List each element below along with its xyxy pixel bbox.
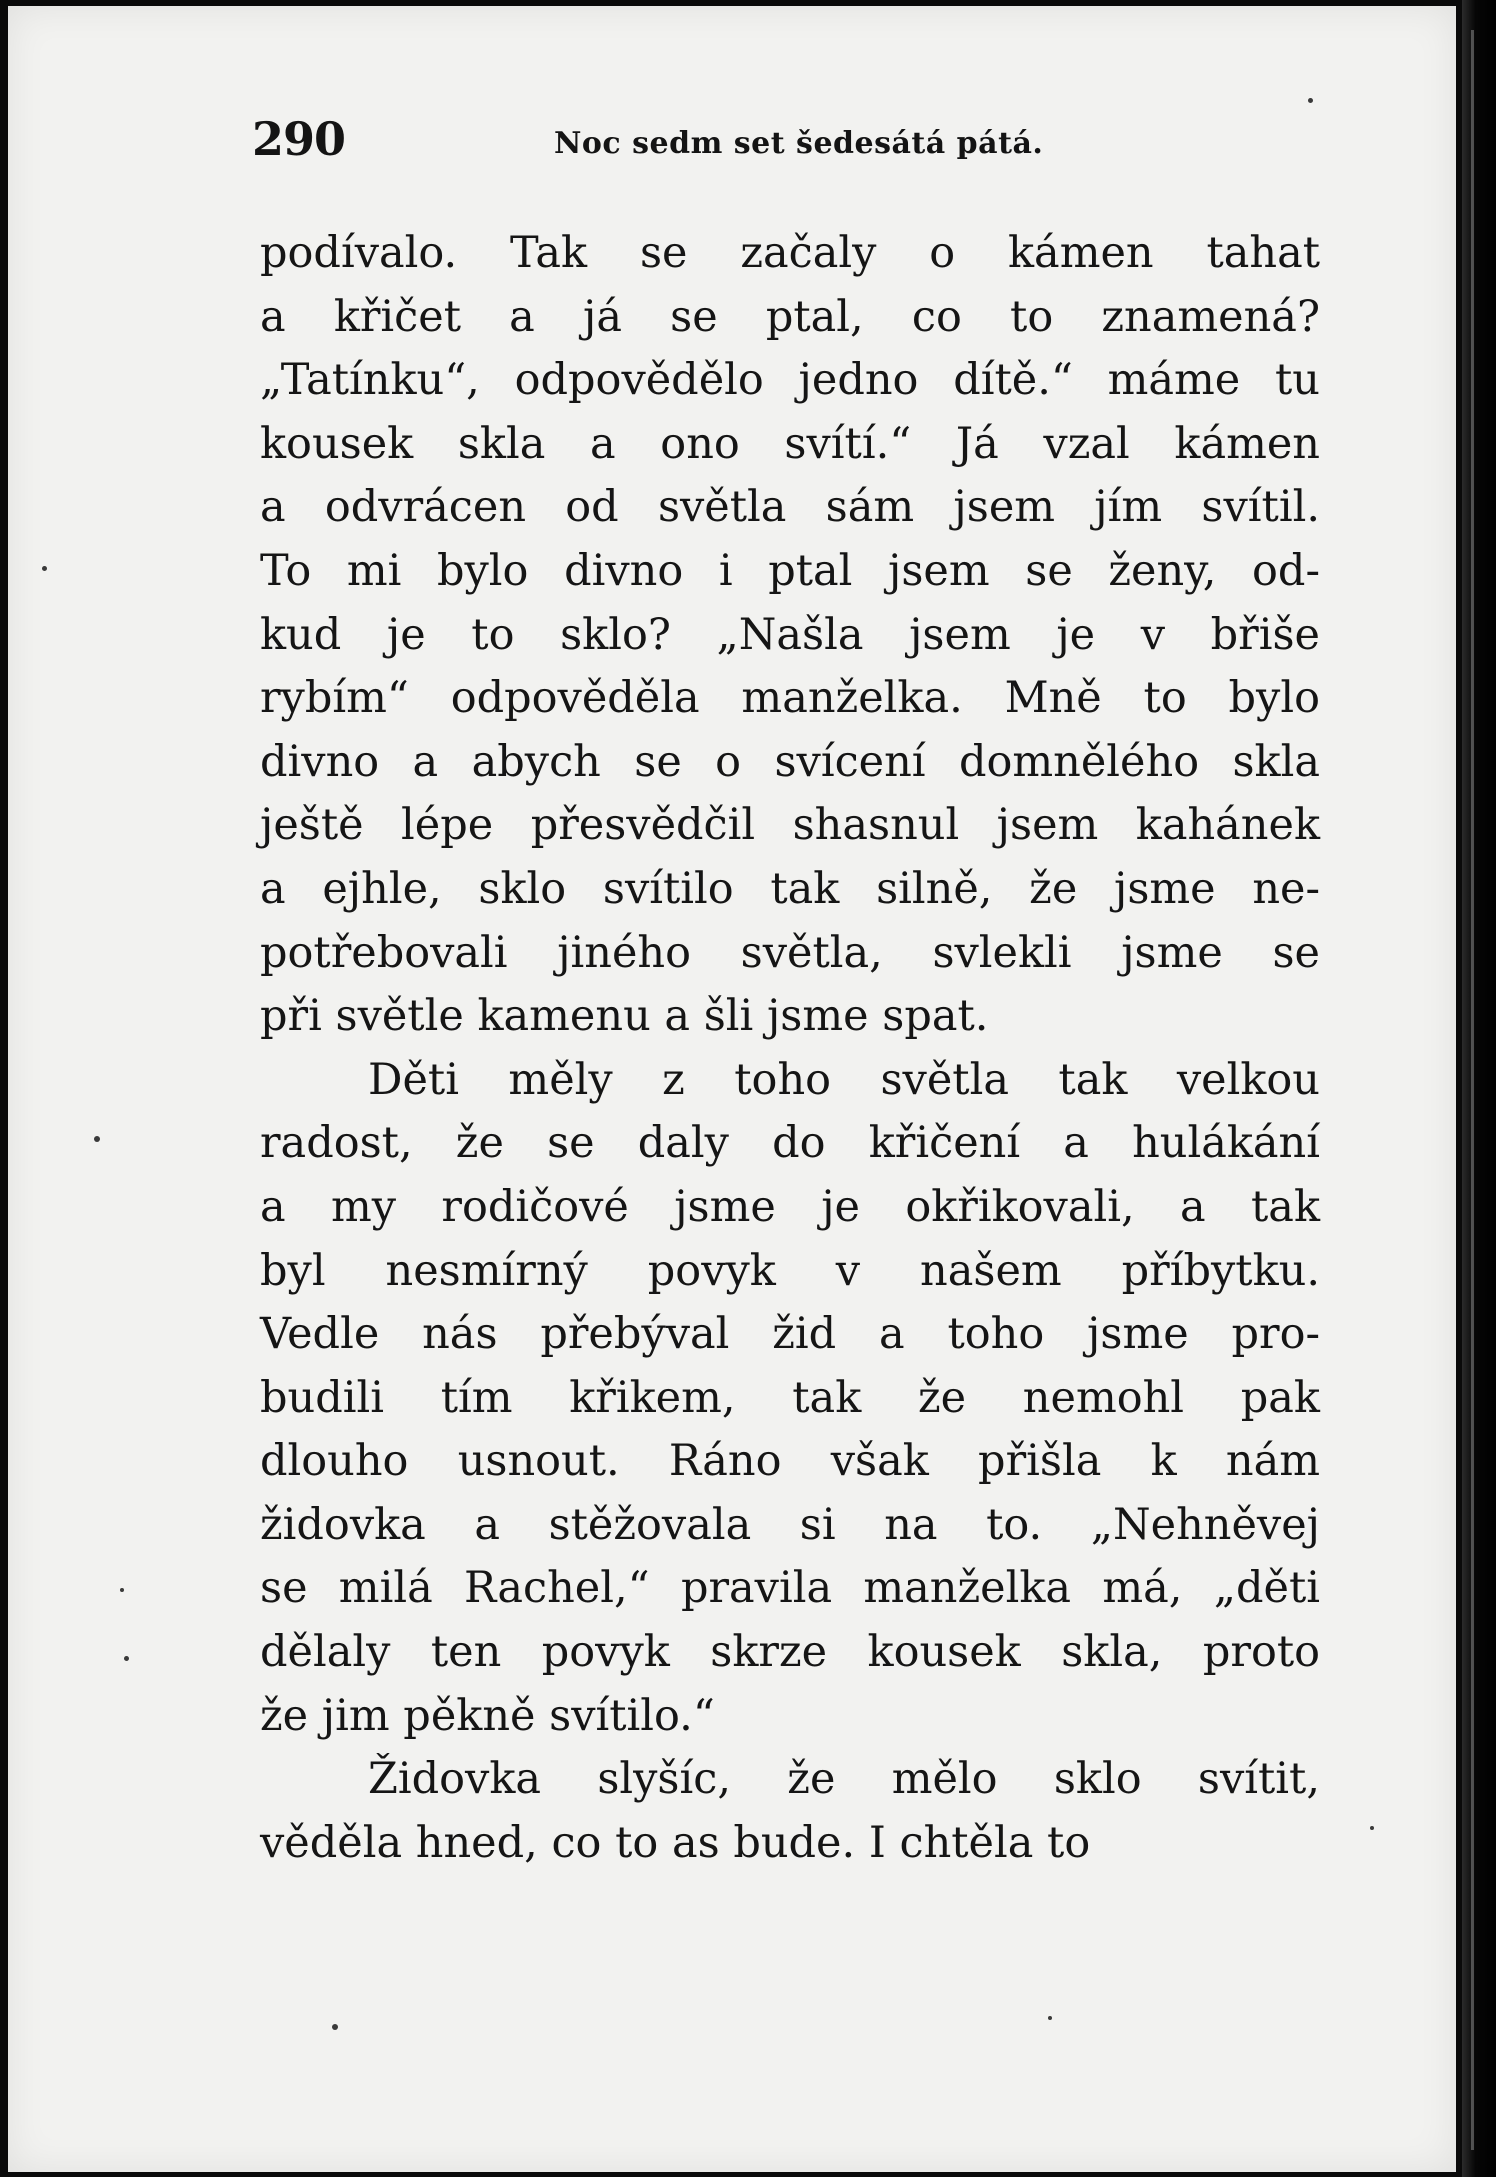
text-line: věděla hned, co to as bude. I chtěla to	[260, 1817, 1091, 1868]
text-line: že jim pěkně svítilo.“	[260, 1690, 715, 1741]
body-text	[260, 222, 1320, 1875]
text-line: radost, že se daly do křičení a hulákání	[260, 1118, 1320, 1169]
text-line: židovka a stěžovala si na to. „Nehněvej	[260, 1499, 1320, 1550]
text-line: „Tatínku“, odpovědělo jedno dítě.“ máme tu	[260, 355, 1320, 406]
scan-speck	[124, 1656, 129, 1661]
text-line: podívalo. Tak se začaly o kámen tahat	[260, 228, 1320, 278]
text-line: Vedle nás přebýval žid a toho jsme pro-	[260, 1309, 1320, 1360]
scan-speck	[1048, 2016, 1052, 2020]
text-line: a odvrácen od světla sám jsem jím svítil.	[260, 482, 1320, 533]
text-line: a my rodičové jsme je okřikovali, a tak	[260, 1181, 1320, 1232]
scan-speck	[1370, 1826, 1374, 1830]
text-line: kousek skla a ono svítí.“ Já vzal kámen	[260, 418, 1320, 469]
paragraph-start-line: Děti měly z toho světla tak velkou	[368, 1054, 1320, 1105]
scan-speck	[120, 1588, 124, 1592]
text-line: byl nesmírný povyk v našem příbytku.	[260, 1245, 1320, 1296]
text-line: potřebovali jiného světla, svlekli jsme se	[260, 927, 1320, 978]
text-line: kud je to sklo? „Našla jsem je v břiše	[260, 609, 1320, 660]
spine-highlight	[1471, 30, 1474, 2150]
text-line: při světle kamenu a šli jsme spat.	[260, 991, 989, 1042]
scan-speck	[42, 566, 47, 571]
text-line: rybím“ odpověděla manželka. Mně to bylo	[260, 673, 1320, 724]
scan-speck	[94, 1136, 100, 1142]
text-line: budili tím křikem, tak že nemohl pak	[260, 1372, 1320, 1423]
scan-speck	[1308, 98, 1313, 103]
text-line: dlouho usnout. Ráno však přišla k nám	[260, 1436, 1320, 1487]
text-line: divno a abych se o svícení domnělého skla	[260, 736, 1320, 787]
text-line: ještě lépe přesvědčil shasnul jsem kahánek	[260, 800, 1320, 851]
page-number: 290	[252, 112, 346, 166]
text-line: dělaly ten povyk skrze kousek skla, proto	[260, 1627, 1320, 1678]
text-line: To mi bylo divno i ptal jsem se ženy, od-	[260, 545, 1320, 596]
scan-speck	[332, 2024, 338, 2030]
text-line: se milá Rachel,“ pravila manželka má, „děti	[260, 1563, 1320, 1614]
running-title: Noc sedm set šedesátá pátá.	[554, 126, 1044, 161]
paragraph-start-line: Židovka slyšíc, že mělo sklo svítit,	[368, 1754, 1320, 1805]
running-header	[252, 112, 1322, 172]
text-line: a ejhle, sklo svítilo tak silně, že jsme ne-	[260, 863, 1320, 914]
text-line: a křičet a já se ptal, co to znamená?	[260, 291, 1320, 342]
scan-spine-edge	[1462, 0, 1496, 2177]
